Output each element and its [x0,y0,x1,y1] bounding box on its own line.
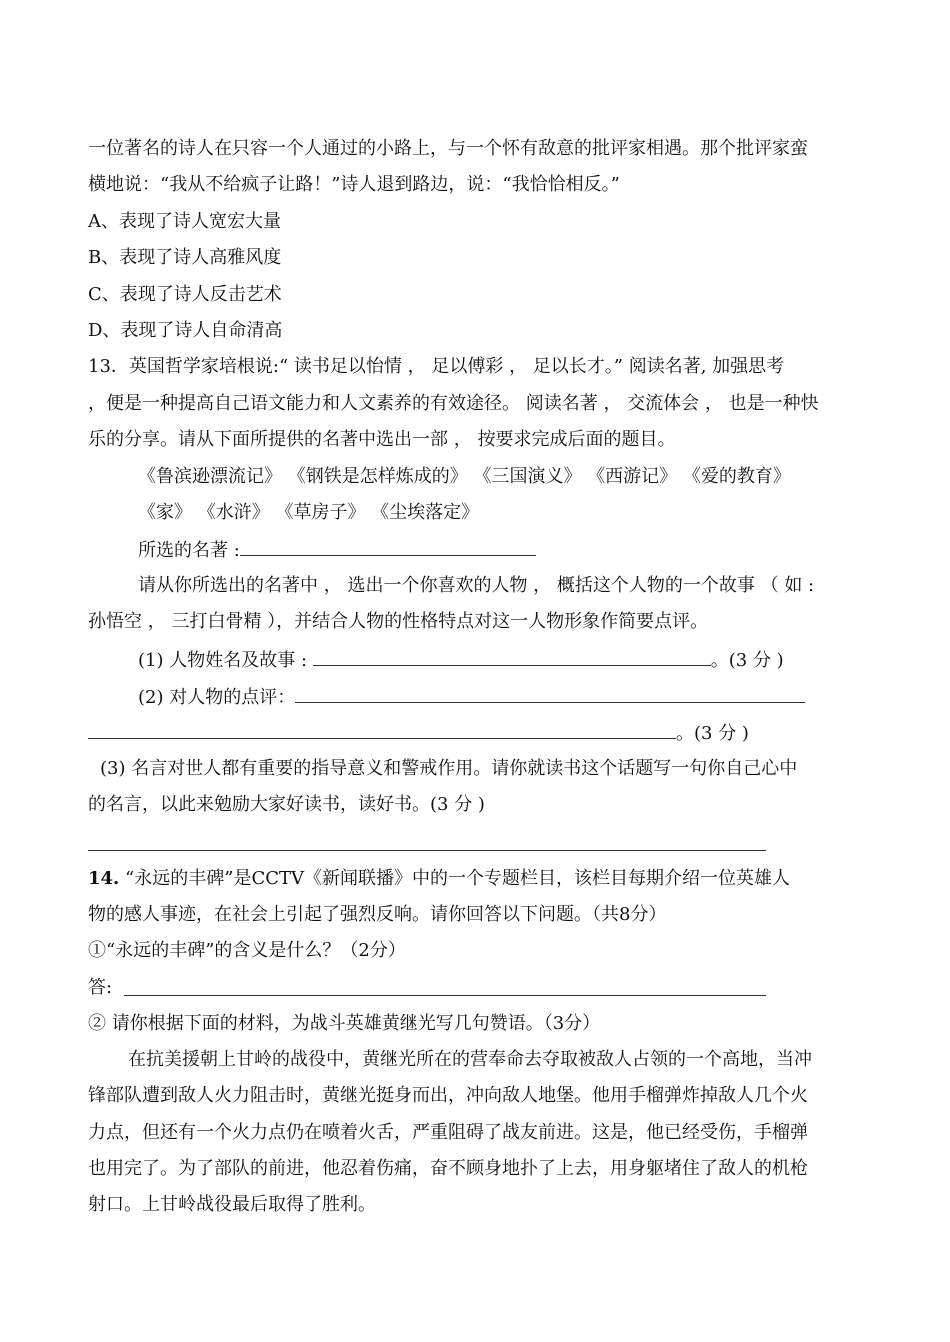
q13-selected-book-label: 所选的名著 : [138,540,240,561]
q12-option-d: D、表现了诗人自命清高 [88,320,283,341]
q13-book-list: 《家》 《水浒》 《草房子》 《尘埃落定》 [138,502,480,523]
q14-sub1-question: ①“永远的丰碑”的含义是什么？（2分） [88,940,406,961]
q13-sub1-row [138,648,784,672]
q13-book-list: 《鲁滨逊漂流记》 《钢铁是怎样炼成的》 《三国演义》 《西游记》 《爱的教育》 [138,466,791,487]
q14-intro-row [88,868,790,890]
q12-option-b: B、表现了诗人高雅风度 [88,247,282,268]
q13-sub1-label: (1) 人物姓名及故事 : [138,650,308,671]
q13-sub2-row-2 [88,721,749,745]
q14-answer-label: 答: [88,977,113,998]
q12-option-a: A、表现了诗人宽宏大量 [88,211,281,232]
q14-sub2-question: ② 请你根据下面的材料，为战斗英雄黄继光写几句赞语。（3分） [88,1013,601,1034]
q13-sub2-answer-blank[interactable] [295,685,805,703]
q13-sub3-line: 的名言，以此来勉励大家好读书，读好书。(3 分 ) [88,794,485,815]
q13-task-line: 孙悟空 ， 三打白骨精 ），并结合人物的性格特点对这一人物形象作简要点评。 [88,611,709,632]
q12-option-c: C、表现了诗人反击艺术 [88,284,282,305]
q13-sub2-label: (2) 对人物的点评： [138,687,296,708]
q14-number: 14. [88,868,120,889]
q13-sub2-score: 。(3 分 ) [676,723,749,744]
q13-intro-line: ，便是一种提高自己语文能力和人文素养的有效途径。 阅读名著 ， 交流体会 ， 也是一种快 [88,393,819,414]
q13-selected-book-blank[interactable] [240,538,536,556]
q13-sub1-answer-blank[interactable] [313,648,711,666]
q14-material-line: 射口。上甘岭战役最后取得了胜利。 [88,1194,376,1215]
q14-material-line: 锋部队遭到敌人火力阻击时，黄继光挺身而出，冲向敌人地堡。他用手榴弹炸掉敌人几个火 [88,1085,808,1106]
q14-intro-line: 物的感人事迹，在社会上引起了强烈反响。请你回答以下问题。（共8分） [88,904,667,925]
q12-passage-line: 一位著名的诗人在只容一个人通过的小路上，与一个怀有敌意的批评家相遇。那个批评家蛮 [88,138,808,159]
q13-sub3-line: (3) 名言对世人都有重要的指导意义和警戒作用。请你就读书这个话题写一句你自己心中 [100,758,798,779]
q14-material-line: 在抗美援朝上甘岭的战役中，黄继光所在的营奉命去夺取被敌人占领的一个高地，当冲 [128,1049,812,1070]
q13-task-line: 请从你所选出的名著中 ， 选出一个你喜欢的人物 ， 概括这个人物的一个故事 （ 如 : [138,575,815,596]
q13-sub3-answer-line[interactable] [88,850,766,851]
q14-intro-text: “永远的丰碑”是CCTV《新闻联播》中的一个专题栏目，该栏目每期介绍一位英雄人 [119,868,791,889]
q14-material-line: 也用完了。为了部队的前进，他忍着伤痛，奋不顾身地扑了上去，用身躯堵住了敌人的机枪 [88,1158,808,1179]
q13-sub1-score: 。(3 分 ) [710,650,784,671]
q13-intro-line: 13．英国哲学家培根说:“ 读书足以怡情 ， 足以傅彩 ， 足以长才。” 阅读名著, 加强思考 [88,356,785,377]
q14-material-line: 力点，但还有一个火力点仍在喷着火舌，严重阻碍了战友前进。这是，他已经受伤，手榴弹 [88,1122,808,1143]
q14-sub1-answer-line[interactable] [124,995,766,996]
q13-selected-book-row [138,538,536,562]
q13-sub2-answer-blank-2[interactable] [88,721,676,739]
q13-sub2-row [138,685,805,709]
q12-passage-line: 横地说：“我从不给疯子让路！”诗人退到路边，说：“我恰恰相反。” [88,174,620,195]
q13-intro-line: 乐的分享。请从下面所提供的名著中选出一部 ， 按要求完成后面的题目。 [88,429,676,450]
q14-sub1-answer-row [88,977,112,999]
